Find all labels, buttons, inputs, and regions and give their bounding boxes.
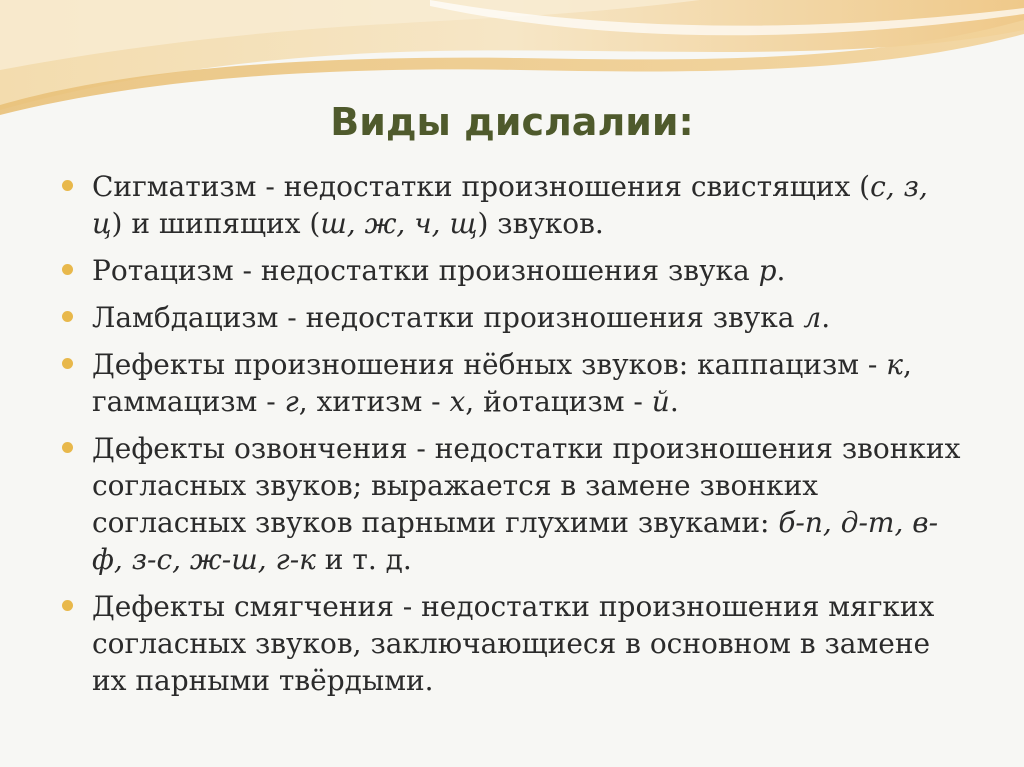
text-segment: ) и шипящих ( <box>111 207 321 240</box>
list-item <box>62 346 962 420</box>
italic-text: х <box>449 385 466 418</box>
text-segment: . <box>776 254 786 287</box>
list-item <box>62 299 962 336</box>
text-segment: Дефекты озвончения - недостатки произношения звонких согласных звуков; выражается в замене звонких согласных звуков парными глухими звуками: <box>92 432 961 539</box>
italic-text: р <box>758 254 777 287</box>
text-segment: . <box>669 385 679 418</box>
bullet-dot-icon <box>62 264 73 275</box>
text-segment: Ламбдацизм - недостатки произношения звука <box>92 301 804 334</box>
italic-text: г <box>284 385 299 418</box>
text-segment: ) звуков. <box>477 207 604 240</box>
italic-text: ш, ж, ч, щ <box>320 207 478 240</box>
bullet-dot-icon <box>62 442 73 453</box>
bullet-dot-icon <box>62 358 73 369</box>
bullet-dot-icon <box>62 600 73 611</box>
list-item <box>62 588 962 699</box>
text-segment: Дефекты смягчения - недостатки произношения мягких согласных звуков, заключающиеся в основном в замене их парными твёрдыми. <box>92 590 935 697</box>
italic-text: к <box>886 348 904 381</box>
text-segment: Ротацизм - недостатки произношения звука <box>92 254 759 287</box>
list-item <box>62 430 962 578</box>
bullet-dot-icon <box>62 311 73 322</box>
bullet-dot-icon <box>62 180 73 191</box>
text-segment: , гаммацизм - <box>92 348 912 418</box>
italic-text: б-п, д-т, в-ф, з-с, ж-ш, г-к <box>92 506 939 576</box>
list-item <box>62 168 962 242</box>
italic-text: л <box>803 301 822 334</box>
text-segment: Дефекты произношения нёбных звуков: каппацизм - <box>92 348 887 381</box>
italic-text: й <box>651 385 670 418</box>
italic-text: с, з, ц <box>92 170 928 240</box>
text-segment: , хитизм - <box>298 385 450 418</box>
text-segment: Сигматизм - недостатки произношения свистящих ( <box>92 170 871 203</box>
list-item <box>62 252 962 289</box>
text-segment: , йотацизм - <box>465 385 652 418</box>
text-segment: . <box>821 301 831 334</box>
bullet-list <box>62 168 962 709</box>
text-segment: и т. д. <box>315 543 412 576</box>
slide-title: Виды дислалии: <box>330 100 694 144</box>
